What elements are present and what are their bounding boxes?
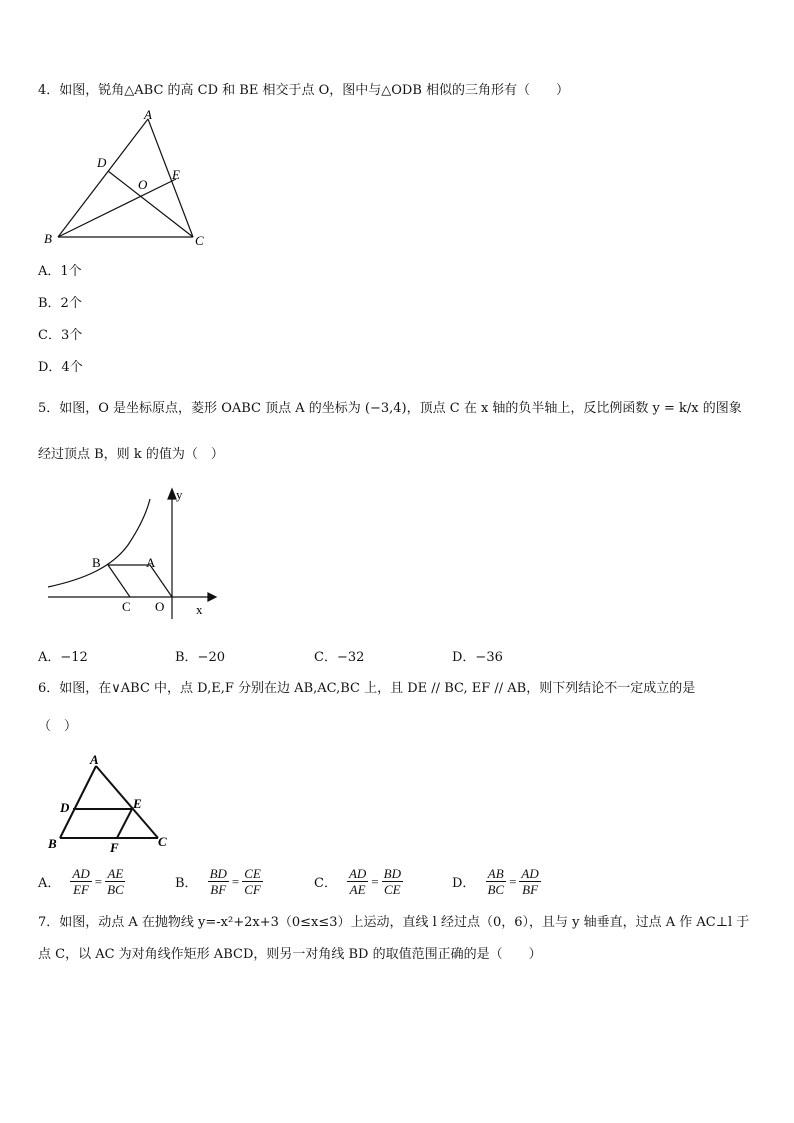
- q5-label-A: A: [146, 555, 156, 570]
- q6-option-a-left-den: EF: [73, 882, 89, 897]
- q4-label-E: E: [172, 167, 180, 182]
- q6-label-A: A: [90, 752, 99, 767]
- q6-segment-EF: [117, 809, 132, 838]
- q6-option-b-right-num: CE: [244, 866, 261, 881]
- q6-label-B: B: [48, 836, 57, 851]
- q6-option-a-right-fraction: [105, 866, 126, 897]
- q6-option-d-right-den: BF: [522, 882, 539, 897]
- q6-side-AC: [96, 766, 158, 838]
- q6-label-F: F: [110, 840, 119, 855]
- q6-option-a-left-fraction: [70, 866, 91, 897]
- q4-option-c: C．3个: [38, 328, 83, 343]
- q4-label-B: B: [44, 231, 52, 246]
- q6-option-c: [314, 866, 403, 897]
- q6-label-D: D: [60, 800, 70, 815]
- q6-stem-line2: （ ）: [38, 719, 78, 734]
- q5-side-BC: [108, 565, 130, 597]
- q4-option-d: D．4个: [38, 360, 83, 375]
- q6-option-c-left-fraction: [347, 866, 368, 897]
- q6-option-b-left-fraction: [208, 866, 229, 897]
- q6-option-d: [452, 866, 541, 897]
- q6-option-c-label: C．: [314, 876, 337, 891]
- q4-side-AB: [58, 119, 148, 237]
- q5-figure: [40, 485, 220, 620]
- q6-label-E: E: [133, 796, 142, 811]
- q6-option-d-right-fraction: [519, 866, 540, 897]
- q4-label-C: C: [195, 233, 204, 248]
- q6-option-a: [38, 866, 126, 897]
- q5-option-c: C．−32: [314, 650, 365, 665]
- q5-label-C: C: [122, 599, 131, 614]
- q6-option-b-label: B．: [175, 876, 198, 891]
- q5-stem-line2: 经过顶点 B，则 k 的值为（ ）: [38, 447, 224, 462]
- q4-label-D: D: [97, 155, 107, 170]
- q6-option-b-right-fraction: [242, 866, 263, 897]
- q5-label-y: y: [176, 487, 183, 502]
- q5-option-a: A．−12: [38, 650, 88, 665]
- equals-sign: =: [231, 873, 240, 889]
- q5-option-d: D．−36: [452, 650, 503, 665]
- q6-option-d-left-num: AB: [487, 866, 504, 881]
- q4-altitude-BE: [58, 179, 176, 237]
- q5-y-arrow: [168, 489, 176, 499]
- q5-option-b: B．−20: [175, 650, 225, 665]
- q4-stem: 4．如图，锐角△ABC 的高 CD 和 BE 相交于点 O，图中与△ODB 相似的三角形有（ ）: [38, 83, 570, 98]
- q6-option-d-left-den: BC: [487, 882, 505, 897]
- q4-figure: [40, 105, 220, 250]
- q5-hyperbola: [48, 499, 150, 587]
- q4-label-A: A: [144, 107, 152, 122]
- equals-sign: =: [94, 873, 103, 889]
- q5-label-B: B: [92, 555, 101, 570]
- q7-stem-line1: 7．如图，动点 A 在抛物线 y=-x²+2x+3（0≤x≤3）上运动，直线 l 经过点（0，6），且与 y 轴垂直，过点 A 作 AC⊥l 于: [38, 915, 750, 930]
- q6-option-c-left-den: AE: [349, 882, 366, 897]
- q6-option-a-left-num: AD: [72, 866, 90, 881]
- q6-option-d-left-fraction: [485, 866, 506, 897]
- q6-option-c-right-den: CE: [384, 882, 401, 897]
- q6-option-b-right-den: CF: [244, 882, 261, 897]
- q6-option-b-left-den: BF: [210, 882, 227, 897]
- q5-label-O: O: [155, 599, 165, 614]
- q6-option-c-left-num: AD: [348, 866, 367, 881]
- q6-option-d-label: D．: [452, 876, 476, 891]
- q6-option-d-right-num: AD: [521, 866, 539, 881]
- q6-stem-line1: 6．如图，在∨ABC 中，点 D,E,F 分别在边 AB,AC,BC 上，且 DE // BC, EF // AB，则下列结论不一定成立的是: [38, 681, 696, 696]
- q6-option-b: [175, 866, 263, 897]
- q5-stem-line1: 5．如图，O 是坐标原点，菱形 OABC 顶点 A 的坐标为 (−3,4)，顶点 C 在 x 轴的负半轴上，反比例函数 y = k/x 的图象: [38, 401, 742, 416]
- equals-sign: =: [509, 873, 517, 889]
- q6-option-a-label: A．: [38, 876, 61, 891]
- q4-option-b: B．2个: [38, 296, 82, 311]
- q6-option-a-right-den: BC: [107, 882, 124, 897]
- q4-option-a: A．1个: [38, 264, 82, 279]
- q6-figure: [40, 750, 190, 855]
- q6-option-c-right-num: BD: [383, 866, 401, 881]
- q5-x-arrow: [208, 593, 216, 601]
- q6-option-c-right-fraction: [382, 866, 403, 897]
- q6-label-C: C: [158, 834, 167, 849]
- q4-label-O: O: [138, 177, 148, 192]
- equals-sign: =: [371, 873, 379, 889]
- q7-stem-line2: 点 C，以 AC 为对角线作矩形 ABCD，则另一对角线 BD 的取值范围正确的是（ ）: [38, 947, 542, 962]
- q6-option-b-left-num: BD: [209, 866, 227, 881]
- q6-option-a-right-num: AE: [107, 866, 124, 881]
- q5-label-x: x: [196, 602, 203, 617]
